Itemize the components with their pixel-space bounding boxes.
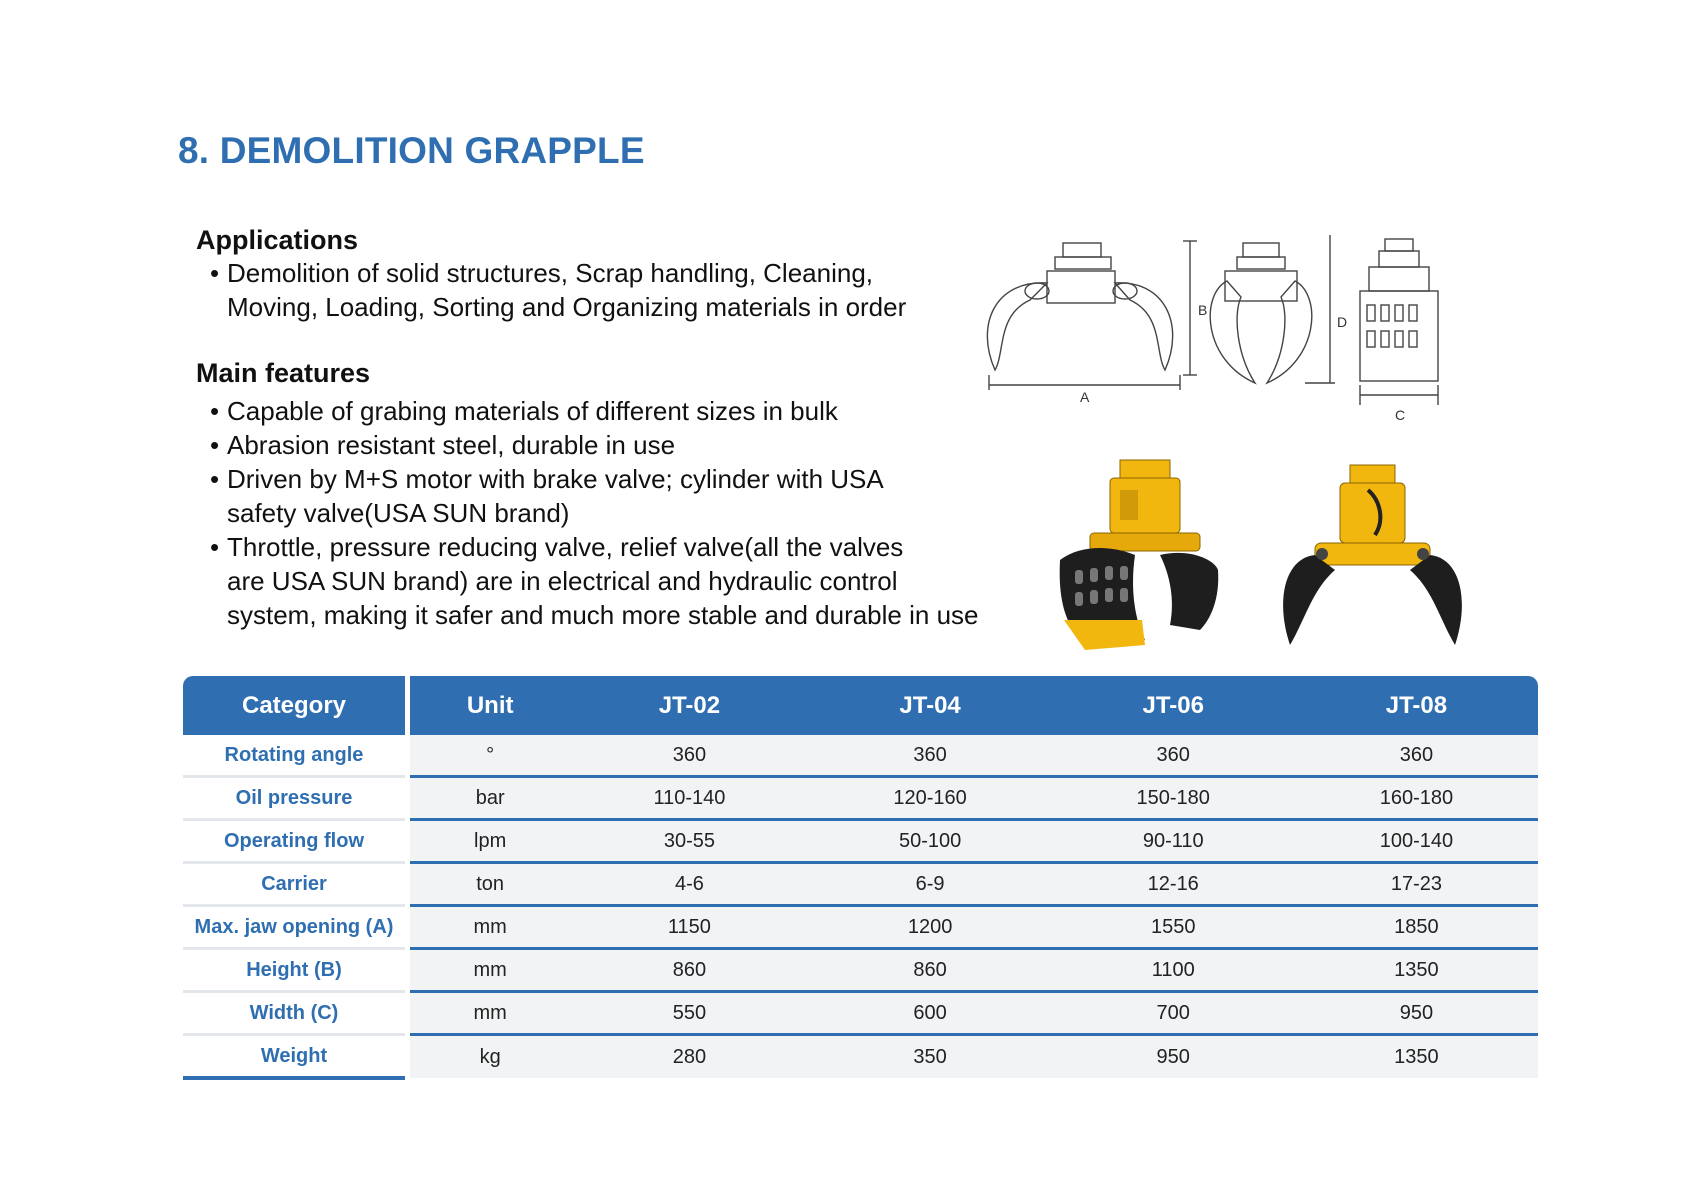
table-cell: 4-6 (570, 863, 808, 906)
feature-item: • Driven by M+S motor with brake valve; cylinder with USA (210, 462, 979, 496)
applications-item-continued: Moving, Loading, Sorting and Organizing materials in order (227, 292, 907, 322)
table-row (183, 992, 1538, 1035)
dimension-label-a: A (1080, 389, 1090, 405)
table-row (183, 820, 1538, 863)
grapple-drawing-side (987, 241, 1197, 390)
applications-item: • Demolition of solid structures, Scrap handling, Cleaning, (210, 256, 906, 290)
table-cell: 17-23 (1295, 863, 1538, 906)
features-heading: Main features (196, 358, 371, 388)
spec-table (183, 676, 1538, 1080)
feature-item-continued: system, making it safer and much more stable and durable in use (227, 600, 979, 630)
row-unit: mm (408, 949, 571, 992)
row-unit: kg (408, 1035, 571, 1079)
row-category: Weight (183, 1035, 408, 1079)
table-cell: 30-55 (570, 820, 808, 863)
header-model: JT-08 (1295, 676, 1538, 735)
table-cell: 1550 (1052, 906, 1295, 949)
row-category: Max. jaw opening (A) (183, 906, 408, 949)
table-cell: 550 (570, 992, 808, 1035)
table-cell: 600 (809, 992, 1052, 1035)
row-category: Carrier (183, 863, 408, 906)
dimension-label-b: B (1198, 302, 1208, 318)
row-category: Height (B) (183, 949, 408, 992)
table-cell: 100-140 (1295, 820, 1538, 863)
table-cell: 700 (1052, 992, 1295, 1035)
row-unit: lpm (408, 820, 571, 863)
table-cell: 280 (570, 1035, 808, 1079)
grapple-product-photos (1050, 450, 1520, 665)
row-category: Operating flow (183, 820, 408, 863)
header-model: JT-06 (1052, 676, 1295, 735)
table-cell: 950 (1295, 992, 1538, 1035)
table-cell: 1350 (1295, 1035, 1538, 1079)
table-cell: 350 (809, 1035, 1052, 1079)
table-cell: 1150 (570, 906, 808, 949)
feature-item: • Throttle, pressure reducing valve, relief valve(all the valves (210, 530, 979, 564)
feature-item-continued: are USA SUN brand) are in electrical and hydraulic control (227, 566, 898, 596)
page-title: 8. DEMOLITION GRAPPLE (178, 130, 645, 171)
row-category: Oil pressure (183, 777, 408, 820)
feature-item-continued: safety valve(USA SUN brand) (227, 498, 570, 528)
grapple-dimension-drawings (975, 235, 1505, 445)
row-category: Width (C) (183, 992, 408, 1035)
table-row (183, 777, 1538, 820)
table-row (183, 735, 1538, 777)
table-cell: 90-110 (1052, 820, 1295, 863)
header-unit: Unit (408, 676, 571, 735)
feature-item: • Abrasion resistant steel, durable in use (210, 428, 979, 462)
table-cell: 360 (570, 735, 808, 777)
table-cell: 860 (809, 949, 1052, 992)
table-cell: 120-160 (809, 777, 1052, 820)
row-unit: ° (408, 735, 571, 777)
table-row (183, 906, 1538, 949)
header-model: JT-02 (570, 676, 808, 735)
row-unit: mm (408, 992, 571, 1035)
applications-heading: Applications (196, 225, 359, 255)
table-cell: 1850 (1295, 906, 1538, 949)
grapple-drawing-front (1210, 235, 1335, 383)
table-cell: 110-140 (570, 777, 808, 820)
feature-item: • Capable of grabing materials of different sizes in bulk (210, 394, 979, 428)
table-cell: 6-9 (809, 863, 1052, 906)
table-cell: 860 (570, 949, 808, 992)
table-cell: 12-16 (1052, 863, 1295, 906)
table-row (183, 863, 1538, 906)
features-list (210, 394, 979, 632)
table-row (183, 1035, 1538, 1079)
header-model: JT-04 (809, 676, 1052, 735)
dimension-label-c: C (1395, 407, 1406, 423)
table-cell: 1350 (1295, 949, 1538, 992)
table-cell: 150-180 (1052, 777, 1295, 820)
grapple-photo-2 (1283, 465, 1462, 645)
table-row (183, 949, 1538, 992)
table-cell: 1200 (809, 906, 1052, 949)
table-cell: 50-100 (809, 820, 1052, 863)
row-unit: ton (408, 863, 571, 906)
row-unit: mm (408, 906, 571, 949)
row-unit: bar (408, 777, 571, 820)
applications-list (210, 256, 906, 324)
grapple-photo-1 (1060, 460, 1219, 650)
spec-table-header (183, 676, 1538, 735)
header-category: Category (183, 676, 408, 735)
table-cell: 1100 (1052, 949, 1295, 992)
dimension-label-d: D (1337, 314, 1348, 330)
table-cell: 360 (1052, 735, 1295, 777)
table-cell: 360 (1295, 735, 1538, 777)
table-cell: 950 (1052, 1035, 1295, 1079)
table-cell: 160-180 (1295, 777, 1538, 820)
row-category: Rotating angle (183, 735, 408, 777)
table-cell: 360 (809, 735, 1052, 777)
grapple-drawing-end (1360, 239, 1438, 405)
